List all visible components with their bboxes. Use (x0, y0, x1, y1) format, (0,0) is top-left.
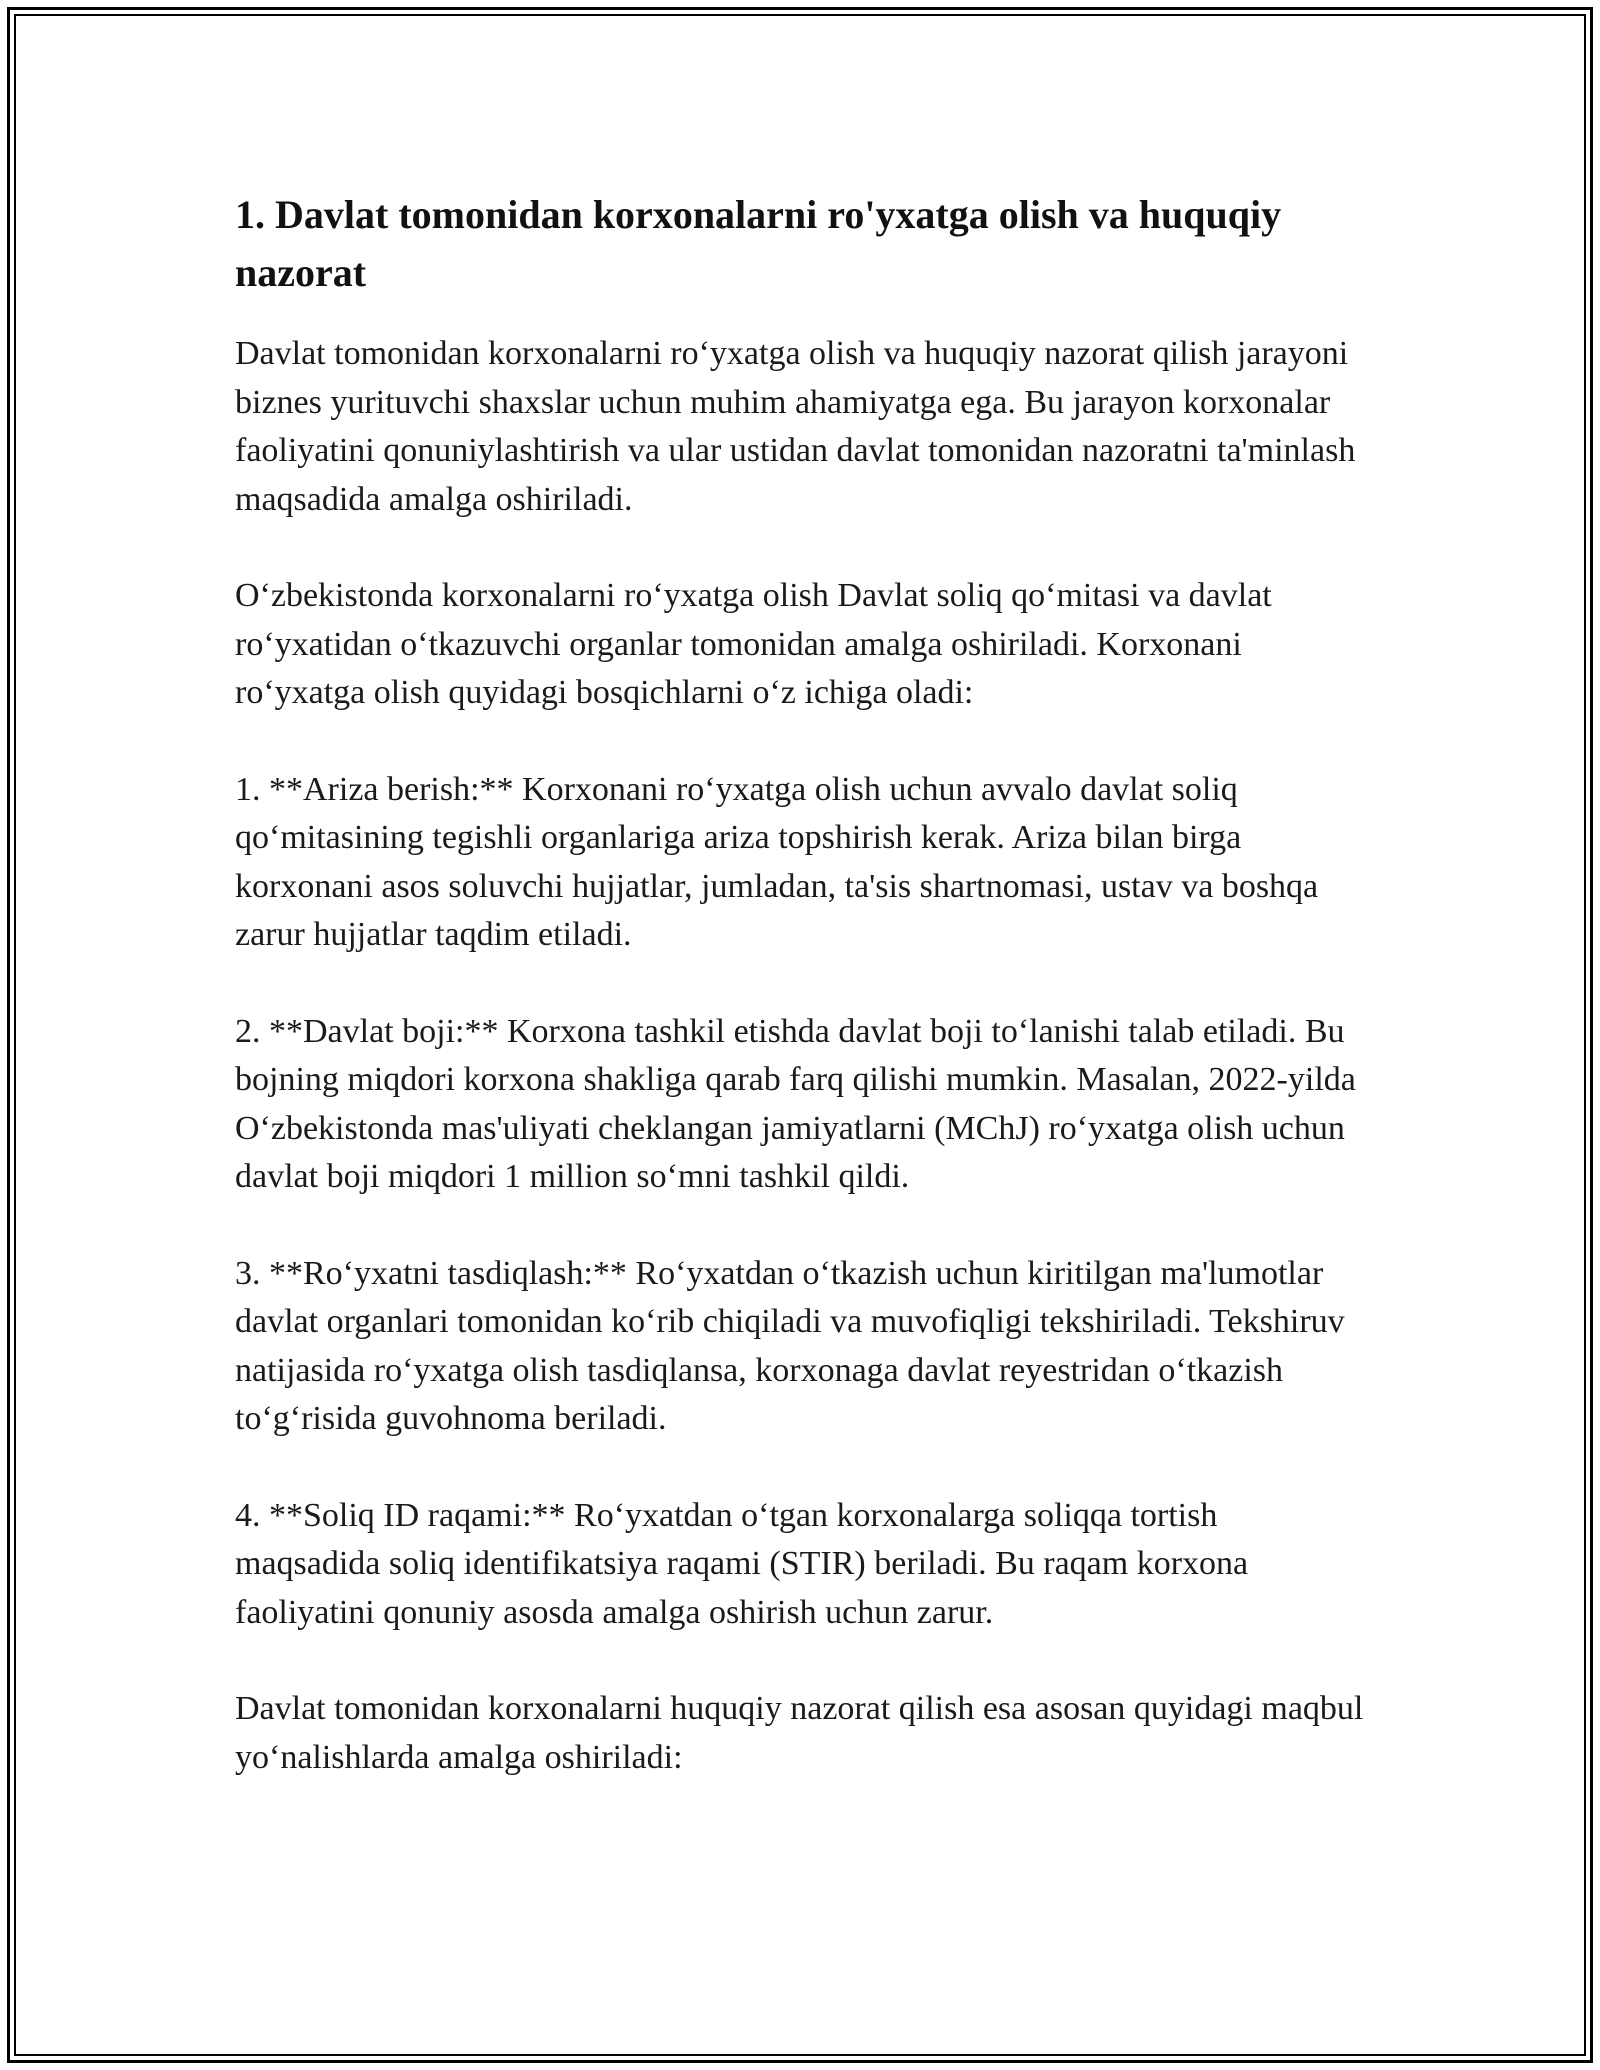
paragraph-legal-control: Davlat tomonidan korxonalarni huquqiy nazorat qilish esa asosan quyidagi maqbul yo‘nalishlarda amalga oshiriladi: (235, 1690, 1364, 1776)
list-item-registration-approval: 3. **Ro‘yxatni tasdiqlash:** Ro‘yxatdan o‘tkazish uchun kiritilgan ma'lumotlar davlat organlari tomonidan ko‘rib chiqiladi va muvofiqligi tekshiriladi. Tekshiruv natijasida ro‘yxatga olish tasdiqlansa, korxonaga davlat reyestridan o‘tkazish to‘g‘risida guvohnoma beriladi. (235, 1254, 1345, 1437)
list-item-tax-id: 4. **Soliq ID raqami:** Ro‘yxatdan o‘tgan korxonalarga soliqqa tortish maqsadida soliq identifikatsiya raqami (STIR) beriladi. Bu raqam korxona faoliyatini qonuniy asosda amalga oshirish uchun zarur. (235, 1496, 1249, 1631)
list-item-application: 1. **Ariza berish:** Korxonani ro‘yxatga olish uchun avvalo davlat soliq qo‘mitasining tegishli organlariga ariza topshirish kerak. Ariza bilan birga korxonani asos soluvchi hujjatlar, jumladan, ta'sis shartnomasi, ustav va boshqa zarur hujjatlar taqdim etiladi. (235, 770, 1319, 953)
document-body (235, 186, 1365, 1830)
section-title: 1. Davlat tomonidan korxonalarni ro'yxatga olish va huquqiy nazorat (235, 192, 1282, 295)
paragraph-intro: Davlat tomonidan korxonalarni ro‘yxatga olish va huquqiy nazorat qilish jarayoni biznes yurituvchi shaxslar uchun muhim ahamiyatga ega. Bu jarayon korxonalar faoliyatini qonuniylashtirish va ular ustidan davlat tomonidan nazoratni ta'minlash maqsadida amalga oshiriladi. (235, 335, 1356, 518)
paragraph-registration-overview: O‘zbekistonda korxonalarni ro‘yxatga olish Davlat soliq qo‘mitasi va davlat ro‘yxatidan o‘tkazuvchi organlar tomonidan amalga oshiriladi. Korxonani ro‘yxatga olish quyidagi bosqichlarni o‘z ichiga oladi: (235, 577, 1272, 711)
list-item-state-fee: 2. **Davlat boji:** Korxona tashkil etishda davlat boji to‘lanishi talab etiladi. Bu bojning miqdori korxona shakliga qarab farq qilishi mumkin. Masalan, 2022-yilda O‘zbekistonda mas'uliyati cheklangan jamiyatlarni (MChJ) ro‘yxatga olish uchun davlat boji miqdori 1 million so‘mni tashkil qildi. (235, 1012, 1356, 1195)
